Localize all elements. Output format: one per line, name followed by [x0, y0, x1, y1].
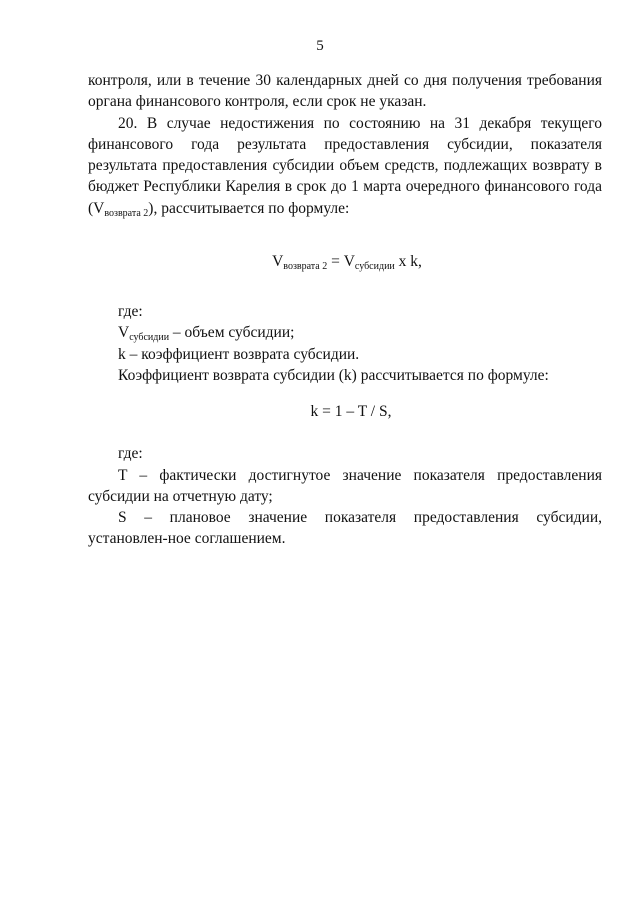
- formula-1-sub-subsidy: субсидии: [354, 261, 395, 273]
- definition-v-subscript: субсидии: [129, 332, 170, 344]
- definition-k: k – коэффициент возврата субсидии.: [118, 345, 360, 363]
- coefficient-intro: Коэффициент возврата субсидии (k) рассчитывается по формуле:: [118, 366, 549, 384]
- continuation-line-1: контроля, или в течение 30 календарных дней со дня получения требования: [88, 72, 602, 89]
- formula-1-sub-return: возврата 2: [283, 261, 328, 273]
- paragraph-20: [88, 113, 602, 219]
- page-number: 5: [316, 38, 324, 54]
- definition-v-letter: V: [118, 324, 130, 342]
- where-label-2: где:: [118, 445, 143, 463]
- definition-t: T – фактически достигнутое значение показателя предоставления субсидии на отчетную дату;: [88, 466, 602, 505]
- where-label-1: где:: [118, 303, 143, 321]
- formula-1-v: V: [272, 253, 284, 271]
- definition-v-text: – объем субсидии;: [169, 324, 295, 342]
- formula-coefficient: k = 1 – T / S,: [310, 403, 392, 421]
- definition-s: S – плановое значение показателя предоставления субсидии, установлен-ное соглашением.: [88, 509, 602, 548]
- document-body: [88, 70, 602, 550]
- formula-1-mid: = V: [327, 253, 355, 271]
- paragraph-20-text: 20. В случае недостижения по состоянию на 31 декабря текущего финансового года результата предоставления субсидии, показателя результата предоставления субсидии объем средств, подлежащих возврату в бюджет Республики Карелия в срок до 1 марта очередного финансового года (V: [88, 114, 602, 217]
- formula-1-tail: x k,: [394, 253, 422, 271]
- paragraph-20-tail: ), рассчитывается по формуле:: [148, 199, 350, 217]
- continuation-line-2: органа финансового контроля, если срок не указан.: [88, 93, 427, 111]
- paragraph-20-subscript: возврата 2: [104, 207, 149, 219]
- definition-v-subsidy: [88, 322, 602, 343]
- formula-return-volume: [88, 251, 602, 273]
